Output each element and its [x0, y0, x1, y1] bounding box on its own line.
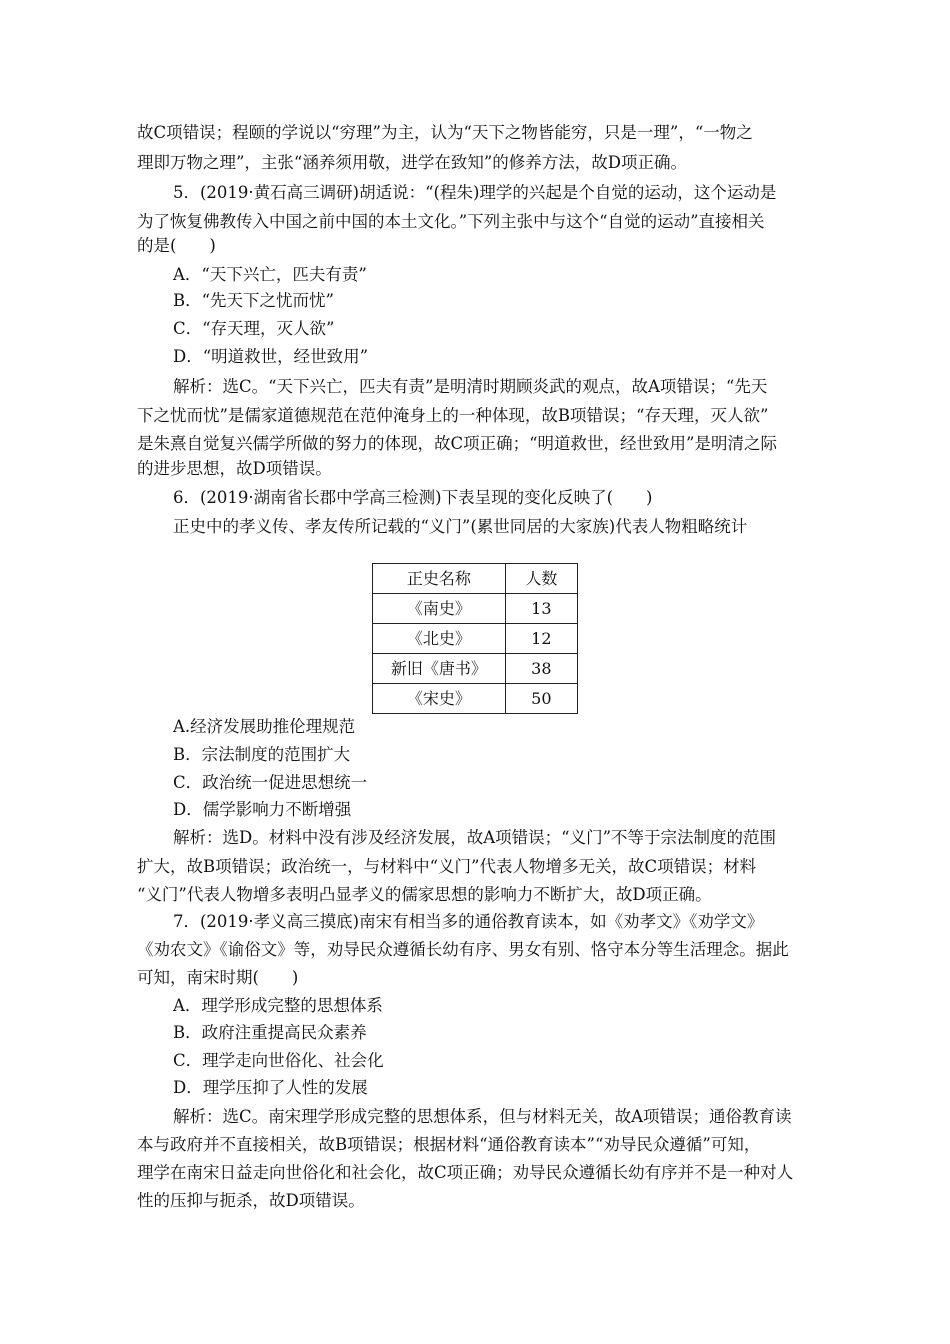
question-5-option-c: C．“存天理，灭人欲”	[173, 319, 335, 338]
answer-6: “义门”代表人物增多表明凸显孝义的儒家思想的影响力不断扩大，故D项正确。	[137, 885, 712, 904]
table-cell: 《宋史》	[373, 684, 506, 714]
question-5-option-d: D．“明道救世，经世致用”	[173, 347, 369, 366]
table-header: 正史名称	[373, 564, 506, 594]
answer-7: 性的压抑与扼杀，故D项错误。	[137, 1191, 365, 1210]
text-line: 故C项错误；程颐的学说以“穷理”为主，认为“天下之物皆能穷，只是一理”，“一物之	[137, 123, 753, 142]
table-row	[373, 594, 578, 624]
question-6-option-b: B．宗法制度的范围扩大	[173, 745, 351, 764]
question-7-option-a: A．理学形成完整的思想体系	[173, 996, 383, 1015]
question-7-option-d: D．理学压抑了人性的发展	[173, 1078, 368, 1097]
table-cell: 12	[505, 624, 577, 654]
table-row	[373, 624, 578, 654]
table-row	[373, 684, 578, 714]
answer-5: 的进步思想，故D项错误。	[137, 459, 332, 478]
table-cell: 《北史》	[373, 624, 506, 654]
text-line: 理即万物之理”，主张“涵养须用敬，进学在致知”的修养方法，故D项正确。	[137, 153, 688, 172]
question-5-stem: 5．(2019·黄石高三调研)胡适说：“(程朱)理学的兴起是个自觉的运动，这个运动是	[173, 183, 777, 202]
answer-5: 解析：选C。“天下兴亡，匹夫有责”是明清时期顾炎武的观点，故A项错误；“先天	[173, 377, 768, 396]
table-cell: 13	[505, 594, 577, 624]
answer-7: 理学在南宋日益走向世俗化和社会化，故C项正确；劝导民众遵循长幼有序并不是一种对人	[137, 1163, 794, 1182]
question-6-option-a: A.经济发展助推伦理规范	[173, 717, 356, 736]
question-5-option-a: A．“天下兴亡，匹夫有责”	[173, 265, 367, 284]
question-6-option-d: D．儒学影响力不断增强	[173, 800, 352, 819]
answer-6: 扩大，故B项错误；政治统一，与材料中“义门”代表人物增多无关，故C项错误；材料	[137, 857, 757, 876]
answer-7: 解析：选C。南宋理学形成完整的思想体系，但与材料无关，故A项错误；通俗教育读	[173, 1107, 792, 1126]
question-7-stem: 7．(2019·孝义高三摸底)南宋有相当多的通俗教育读本，如《劝孝文》《劝学文》	[173, 912, 764, 931]
question-6-option-c: C．政治统一促进思想统一	[173, 773, 368, 792]
table-caption: 正史中的孝义传、孝友传所记载的“义门”(累世同居的大家族)代表人物粗略统计	[173, 517, 748, 536]
answer-7: 本与政府并不直接相关，故B项错误；根据材料“通俗教育读本”“劝导民众遵循”可知，	[137, 1135, 761, 1154]
question-5-stem: 为了恢复佛教传入中国之前中国的本土文化。”下列主张中与这个“自觉的运动”直接相关	[137, 212, 765, 231]
answer-6: 解析：选D。材料中没有涉及经济发展，故A项错误；“义门”不等于宗法制度的范围	[173, 828, 777, 847]
table-cell: 《南史》	[373, 594, 506, 624]
question-7-stem: 《劝农文》《谕俗文》等，劝导民众遵循长幼有序、男女有别、恪守本分等生活理念。据此	[137, 940, 789, 959]
table-cell: 38	[505, 654, 577, 684]
question-7-stem: 可知，南宋时期( )	[137, 968, 299, 987]
question-5-option-b: B．“先天下之忧而忧”	[173, 291, 334, 310]
table-cell: 新旧《唐书》	[373, 654, 506, 684]
answer-5: 下之忧而忧”是儒家道德规范在范仲淹身上的一种体现，故B项错误；“存天理，灭人欲”	[137, 406, 769, 425]
table-row	[373, 654, 578, 684]
table-cell: 50	[505, 684, 577, 714]
question-7-option-b: B．政府注重提高民众素养	[173, 1023, 367, 1042]
question-5-stem: 的是( )	[137, 236, 216, 255]
question-7-option-c: C．理学走向世俗化、社会化	[173, 1051, 384, 1070]
table-header-row	[373, 564, 578, 594]
table-header: 人数	[505, 564, 577, 594]
answer-5: 是朱熹自觉复兴儒学所做的努力的体现，故C项正确；“明道救世，经世致用”是明清之际	[137, 434, 777, 453]
statistics-table	[372, 563, 578, 714]
question-6-stem: 6．(2019·湖南省长郡中学高三检测)下表呈现的变化反映了( )	[173, 488, 653, 507]
